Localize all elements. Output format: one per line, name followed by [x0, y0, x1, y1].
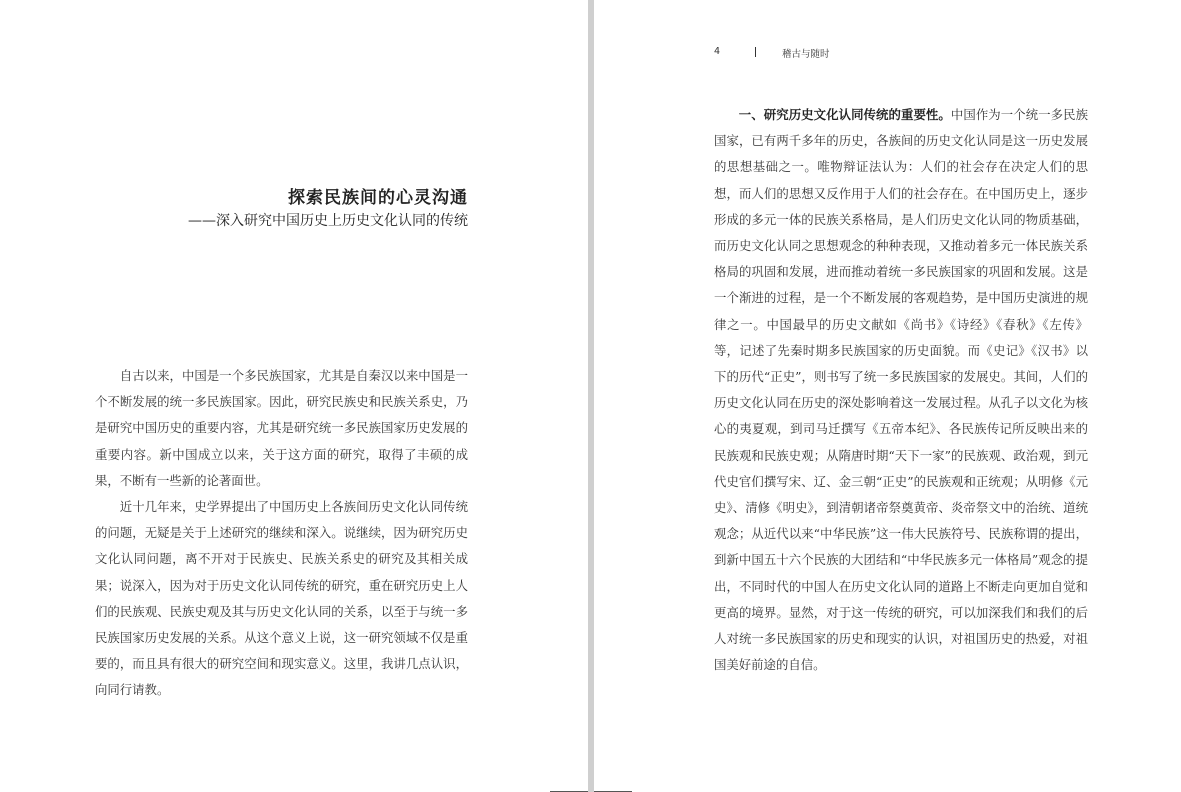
- chapter-title-block: [188, 186, 468, 232]
- paragraph: 近十几年来，史学界提出了中国历史上各族间历史文化认同传统的问题，无疑是关于上述研究的继续和深入。说继续，因为研究历史文化认同问题，离不开对于民族史、民族关系史的研究及其相关成果；说深入，因为对于历史文化认同传统的研究，重在研究历史上人们的民族观、民族史观及其与历史文化认同的关系，以至于与统一多民族国家历史发展的关系。从这个意义上说，这一研究领域不仅是重要的，而且具有很大的研究空间和现实意义。这里，我讲几点认识，向同行请教。: [95, 499, 468, 698]
- chapter-subtitle: ——深入研究中国历史上历史文化认同的传统: [188, 213, 468, 229]
- section-heading: 一、研究历史文化认同传统的重要性。: [738, 107, 951, 122]
- page-number: 4: [714, 46, 721, 57]
- chapter-title: 探索民族间的心灵沟通: [288, 188, 468, 208]
- header-separator: [755, 47, 756, 57]
- running-book-title: 稽古与随时: [782, 49, 830, 60]
- section-text: 中国作为一个统一多民族国家，已有两千多年的历史，各族间的历史文化认同是这一历史发展的思想基础之一。唯物辩证法认为：人们的社会存在决定人们的思想，而人们的思想又反作用于人们的社会存在。在中国历史上，逐步形成的多元一体的民族关系格局，是人们历史文化认同的物质基础，而历史文化认同之思想观念的种种表现，又推动着多元一体民族关系格局的巩固和发展，进而推动着统一多民族国家的巩固和发展。这是一个渐进的过程，是一个不断发展的客观趋势，是中国历史演进的规律之一。中国最早的历史文献如《尚书》《诗经》《春秋》《左传》等，记述了先秦时期多民族国家的历史面貌。而《史记》《汉书》以下的历代“正史”，则书写了统一多民族国家的发展史。其间，人们的历史文化认同在历史的深处影响着这一发展过程。从孔子以文化为核心的夷夏观，到司马迁撰写《五帝本纪》、各民族传记所反映出来的民族观和民族史观；从隋唐时期“天下一家”的民族观、政治观，到元代史官们撰写宋、辽、金三朝“正史”的民族观和正统观；从明修《元史》、清修《明史》，到清朝诸帝祭奠黄帝、炎帝祭文中的治统、道统观念；从近代以来“中华民族”这一伟大民族符号、民族称谓的提出，到新中国五十六个民族的大团结和“中华民族多元一体格局”观念的提出，不同时代的中国人在历史文化认同的道路上不断走向更加自觉和更高的境界。显然，对于这一传统的研究，可以加深我们和我们的后人对统一多民族国家的历史和现实的认识，对祖国历史的热爱，对祖国美好前途的自信。: [714, 107, 1089, 673]
- paragraph: [714, 102, 1088, 678]
- right-page: [594, 0, 1181, 792]
- paragraph: 自古以来，中国是一个多民族国家，尤其是自秦汉以来中国是一个不断发展的统一多民族国家。因此，研究民族史和民族关系史，乃是研究中国历史的重要内容，尤其是研究统一多民族国家历史发展的重要内容。新中国成立以来，关于这方面的研究，取得了丰硕的成果，不断有一些新的论著面世。: [95, 368, 468, 488]
- right-body-text: [714, 102, 1088, 678]
- left-page: [0, 0, 588, 792]
- left-body-text: [95, 363, 468, 704]
